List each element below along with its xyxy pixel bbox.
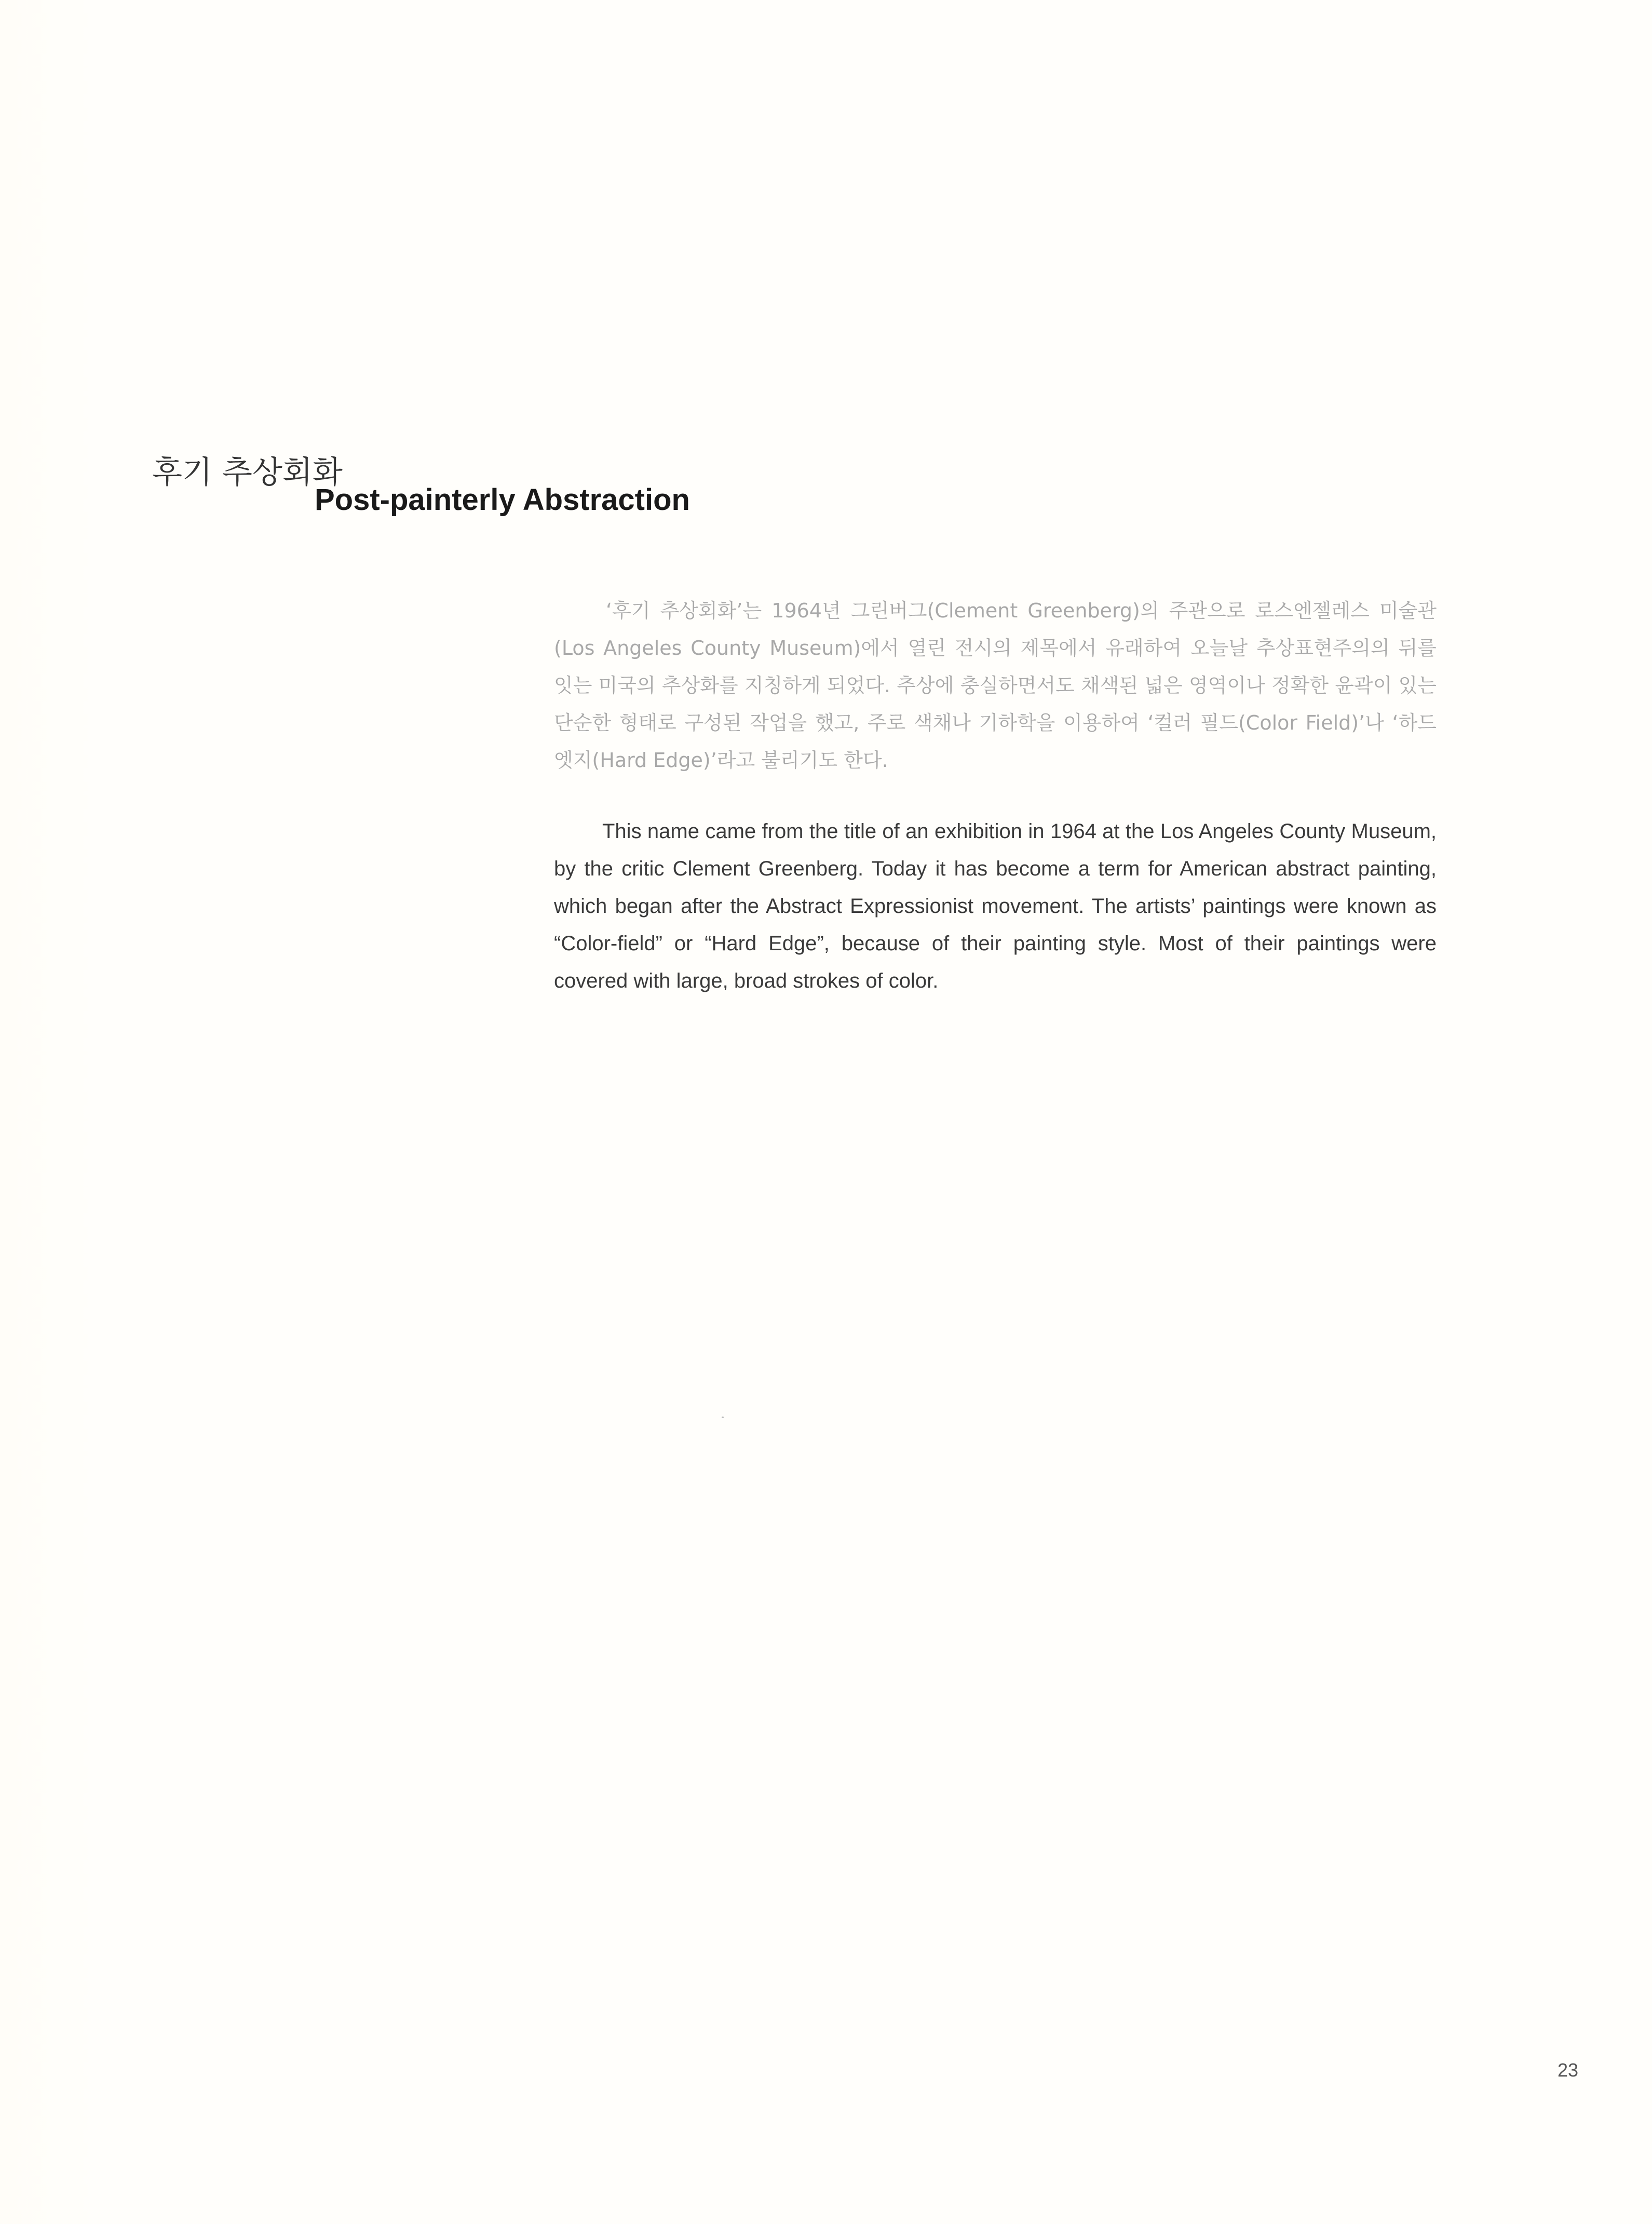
body-paragraph-english: This name came from the title of an exhibition in 1964 at the Los Angeles County Museum, by the critic Clement Greenberg. Today it has become a term for American abstract painting, which began after the Abstract Expressionist movement. The artists’ paintings were known as “Color-field” or “Hard Edge”, because of their painting style. Most of their paintings were covered with large, broad strokes of color. (554, 820, 1437, 992)
page-number: 23 (1558, 2059, 1579, 2081)
body-paragraph-korean: ‘후기 추상회화’는 1964년 그린버그(Clement Greenberg)의 주관으로 로스엔젤레스 미술관(Los Angeles County Museum)에서 열린 전시의 제목에서 유래하여 오늘날 추상표현주의의 뒤를 잇는 미국의 추상화를 지칭하게 되었다. 추상에 충실하면서도 채색된 넓은 영역이나 정확한 윤곽이 있는 단순한 형태로 구성된 작업을 했고, 주로 색채나 기하학을 이용하여 ‘컬러 필드(Color Field)’나 ‘하드 엣지(Hard Edge)’라고 불리기도 한다. (554, 599, 1437, 772)
print-speck (722, 1417, 724, 1418)
heading-english: Post-painterly Abstraction (315, 483, 690, 517)
heading-korean: 후기 추상회화 (152, 454, 343, 491)
